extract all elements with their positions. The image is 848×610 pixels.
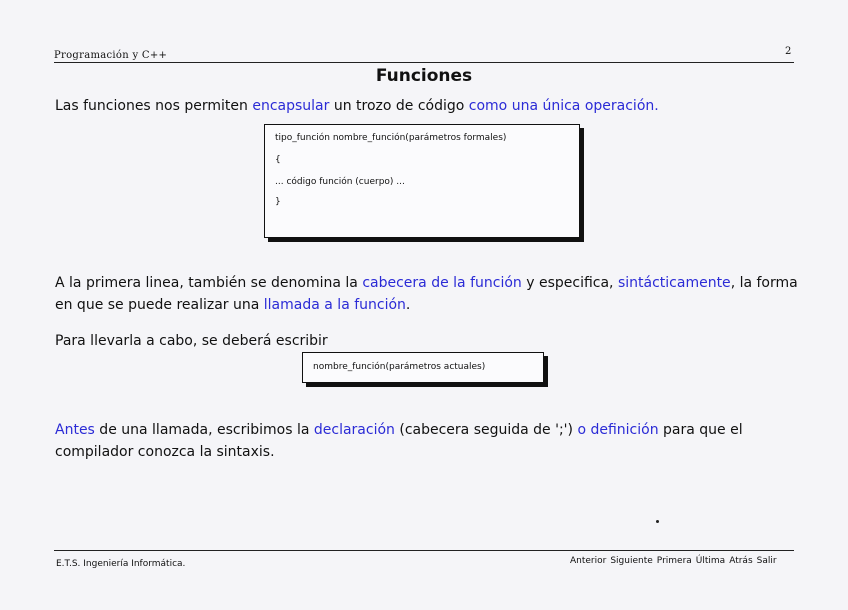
function-call-box bbox=[302, 352, 544, 383]
course-header: Programación y C++ bbox=[54, 50, 168, 61]
stray-dot bbox=[656, 520, 659, 523]
paragraph-text: y especifica, bbox=[521, 275, 618, 291]
nav-atras-link[interactable]: Atrás bbox=[729, 556, 753, 566]
term-llamada: llamada a la función bbox=[263, 297, 406, 313]
term-definicion: o definición bbox=[577, 422, 659, 438]
term-cabecera: cabecera de la función bbox=[362, 275, 522, 291]
paragraph-text: para que el bbox=[658, 422, 743, 438]
nav-anterior-link[interactable]: Anterior bbox=[570, 556, 607, 566]
paragraph-text: compilador conozca la sintaxis. bbox=[55, 444, 275, 460]
term-antes: Antes bbox=[55, 422, 95, 438]
paragraph-text: en que se puede realizar una bbox=[55, 297, 264, 313]
term-declaracion: declaración bbox=[313, 422, 395, 438]
nav-primera-link[interactable]: Primera bbox=[656, 556, 692, 566]
paragraph-text: A la primera linea, también se denomina la bbox=[55, 275, 363, 291]
intro-paragraph bbox=[55, 95, 659, 117]
intro-text: un trozo de código bbox=[329, 98, 469, 114]
code-line: { bbox=[275, 155, 281, 165]
header-rule bbox=[54, 62, 794, 63]
code-line: nombre_función(parámetros actuales) bbox=[313, 362, 486, 372]
nav-salir-link[interactable]: Salir bbox=[756, 556, 777, 566]
function-syntax-box bbox=[264, 124, 580, 238]
code-line: } bbox=[275, 197, 281, 207]
code-line: ... código función (cuerpo) ... bbox=[275, 177, 405, 187]
nav-ultima-link[interactable]: Última bbox=[695, 556, 726, 566]
term-sintacticamente: sintácticamente bbox=[617, 275, 731, 291]
call-intro-paragraph: Para llevarla a cabo, se deberá escribir bbox=[55, 333, 328, 349]
term-encapsular: encapsular bbox=[252, 98, 330, 114]
page-number: 2 bbox=[785, 46, 792, 57]
code-line: tipo_función nombre_función(parámetros formales) bbox=[275, 133, 507, 143]
paragraph-text: . bbox=[405, 297, 411, 313]
paragraph-text: de una llamada, escribimos la bbox=[94, 422, 314, 438]
footer-rule bbox=[54, 550, 794, 551]
intro-text: Las funciones nos permiten bbox=[55, 98, 253, 114]
institution-label: E.T.S. Ingeniería Informática. bbox=[56, 559, 186, 569]
paragraph-text: , la forma bbox=[730, 275, 798, 291]
nav-siguiente-link[interactable]: Siguiente bbox=[610, 556, 653, 566]
term-unica-operacion: como una única operación. bbox=[468, 98, 659, 114]
declaration-paragraph bbox=[55, 419, 743, 463]
paragraph-text: (cabecera seguida de ';') bbox=[394, 422, 578, 438]
header-explanation-paragraph bbox=[55, 272, 798, 316]
slide-navigation bbox=[570, 556, 777, 566]
slide-title: Funciones bbox=[375, 66, 473, 86]
